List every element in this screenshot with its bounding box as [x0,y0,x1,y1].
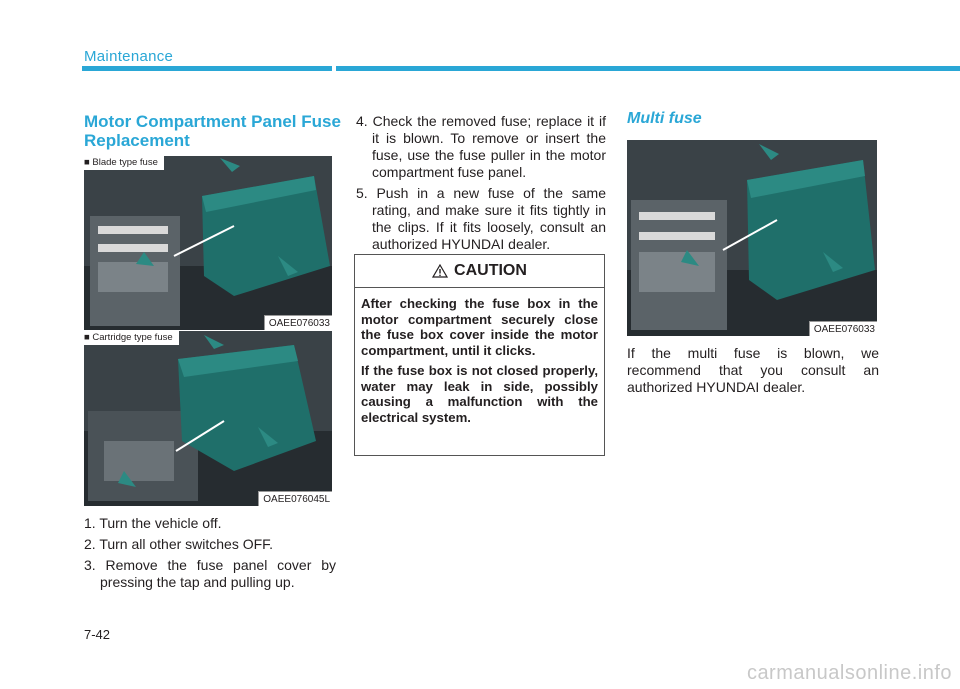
list-item: 4. Check the removed fuse; replace it if it is blown. To remove or insert the fuse, use the fuse puller in the motor compartment fuse panel. [356,113,606,180]
cartridge-fuse-figure [84,331,332,506]
header-rule-right [336,66,960,71]
caution-paragraph: If the fuse box is not closed properly, water may leak in side, possibly causing a malfunction with the electrical system. [361,363,598,425]
fuse-box-illustration [84,331,332,506]
fuse-box-illustration [627,140,877,336]
header-rule-left [82,66,332,71]
multi-fuse-text: If the multi fuse is blown, we recommend that you consult an authorized HYUNDAI dealer. [627,345,879,395]
caution-paragraph: After checking the fuse box in the motor compartment securely close the fuse box cover inside the motor compartment, until it clicks. [361,296,598,358]
list-item: 1. Turn the vehicle off. [84,515,222,531]
list-item: 5. Push in a new fuse of the same rating, and make sure it fits tightly in the clips. If it fits loosely, consult an authorized HYUNDAI dealer. [356,185,606,252]
warning-triangle-icon [432,264,448,278]
caution-box [354,254,605,456]
section-header: Maintenance [84,48,174,65]
figure-code: OAEE076033 [809,321,877,336]
figure-code: OAEE076045L [258,491,332,506]
caution-title: CAUTION [454,262,527,279]
steps-list-left [84,515,336,595]
figure-caption: ■ Cartridge type fuse [84,331,179,345]
caution-header [355,255,604,288]
caution-body [355,288,604,425]
steps-list-middle [356,113,606,257]
fuse-box-illustration [84,156,332,330]
list-item: 3. Remove the fuse panel cover by pressing the tap and pulling up. [84,557,336,590]
page-title: Motor Compartment Panel Fuse Replacement [84,112,341,150]
watermark: carmanualsonline.info [746,662,952,684]
list-item: 2. Turn all other switches OFF. [84,536,274,552]
multi-fuse-figure [627,140,877,336]
figure-code: OAEE076033 [264,315,332,330]
multi-fuse-heading: Multi fuse [627,110,702,127]
page-number: 7-42 [84,627,111,642]
figure-caption: ■ Blade type fuse [84,156,164,170]
blade-fuse-figure [84,156,332,330]
